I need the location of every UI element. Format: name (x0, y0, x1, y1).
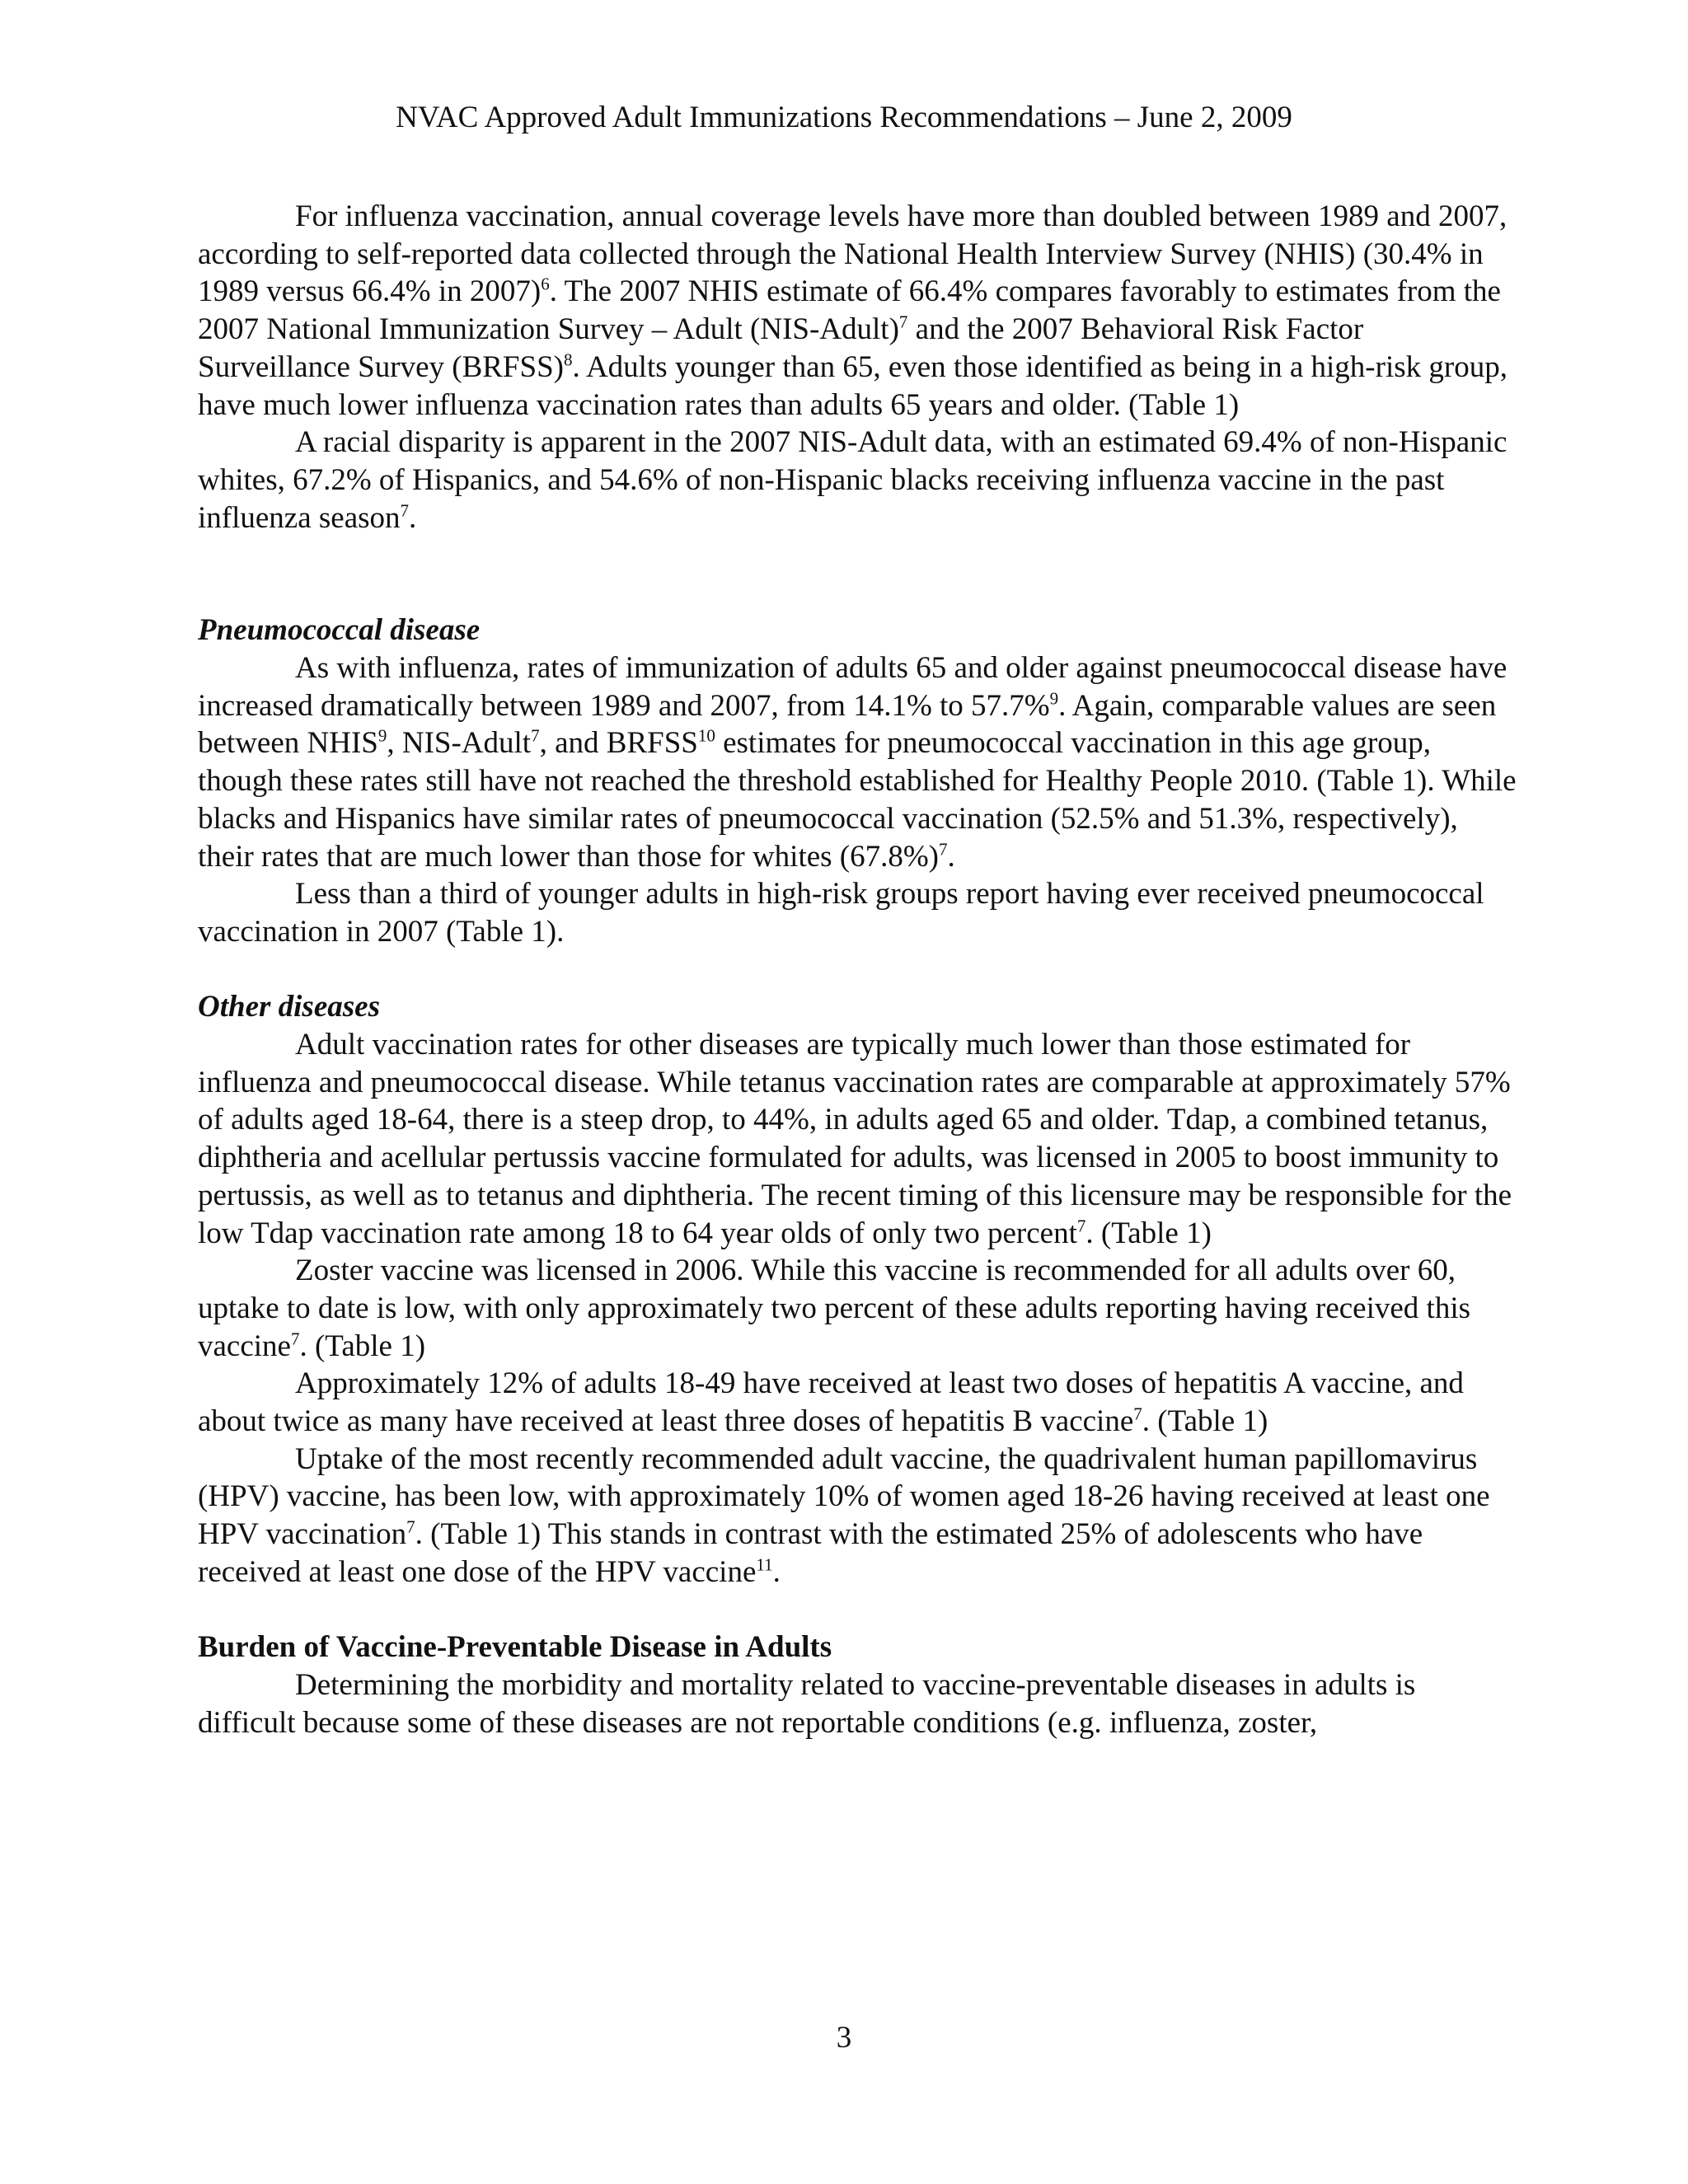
reference-marker: 7 (1133, 1404, 1142, 1424)
reference-marker: 9 (377, 726, 387, 747)
pneumococcal-paragraph-2: Less than a third of younger adults in high-risk groups report having ever received pneumococcal vaccination in 2007 (Table 1). (198, 877, 1484, 949)
pneumococcal-paragraph-1: As with influenza, rates of immunization of adults 65 and older against pneumococcal disease have increased dramatically between 1989 and 2007, from 14.1% to 57.7%$^9$. Again, comparable values are seen between NHIS$^9$, NIS-Adult$^7$, and BRFSS$^{10}$ estimates for pneumococcal vaccination in this age group, though these rates still have not reached the threshold established for Healthy People 2010. (Table 1). While blacks and Hispanics have similar rates of pneumococcal vaccination (52.5% and 51.3%, respectively), their rates that are much lower than those for whites $(67.8\%)^7$. (198, 651, 1517, 874)
other-paragraph-4: Uptake of the most recently recommended adult vaccine, the quadrivalent human papillomavirus (HPV) vaccine, has been low, with approximately 10% of women aged 18-26 having received at least one HPV vaccination$^7$. (Table 1) This stands in contrast with the estimated 25% of adolescents who have received at least one dose of the HPV vaccine$^{11}$. (198, 1441, 1490, 1589)
other-paragraph-3: Approximately 12% of adults 18-49 have received at least two doses of hepatitis A vaccine, and about twice as many have received at least three doses of hepatitis B vaccine$^7$. (Table 1) (198, 1366, 1464, 1439)
reference-marker: 7 (400, 500, 410, 521)
burden-paragraph-1: Determining the morbidity and mortality related to vaccine-preventable diseases in adults is difficult because some of these diseases are not reportable conditions (e.g. influenza, zoster, (198, 1667, 1416, 1740)
reference-marker: 10 (697, 726, 715, 747)
influenza-paragraph-1: For influenza vaccination, annual coverage levels have more than doubled between 1989 and 2007, according to self-reported data collected through the National Health Interview Survey (NHIS) (30.4% in 1989 versus 66.4% in 2007)$^6$. The 2007 NHIS estimate of 66.4% compares favorably to estimates from the 2007 National Immunization Survey – Adult (NIS-Adult)$^7$ and the 2007 Behavioral Risk Factor Surveillance Survey (BRFSS)$^8$. Adults younger than 65, even those identified as being in a high-risk group, have much lower influenza vaccination rates than adults 65 years and older. (Table 1) (198, 199, 1507, 422)
reference-marker: 7 (898, 312, 908, 332)
reference-marker: 8 (563, 349, 573, 370)
other-diseases-heading: Other diseases (198, 990, 380, 1024)
reference-marker: 7 (406, 1516, 415, 1537)
reference-marker: 9 (1049, 688, 1059, 709)
reference-marker: 7 (1076, 1216, 1086, 1236)
page-header: NVAC Approved Adult Immunizations Recommendations – June 2, 2009 (396, 101, 1292, 134)
reference-marker: 7 (290, 1329, 300, 1349)
reference-marker: 7 (531, 726, 540, 747)
other-paragraph-2: Zoster vaccine was licensed in 2006. While this vaccine is recommended for all adults over 60, uptake to date is low, with only approximately two percent of these adults reporting having received this vaccine$^7$. (Table 1) (198, 1254, 1470, 1363)
page-number: 3 (836, 2021, 852, 2055)
burden-heading: Burden of Vaccine-Preventable Disease in Adults (198, 1630, 832, 1665)
other-paragraph-1: Adult vaccination rates for other diseases are typically much lower than those estimated for influenza and pneumococcal disease. While tetanus vaccination rates are comparable at approximately 57% of adults aged 18-64, there is a steep drop, to 44%, in adults aged 65 and older. Tdap, a combined tetanus, diphtheria and acellular pertussis vaccine formulated for adults, was licensed in 2005 to boost immunity to pertussis, as well as to tetanus and diphtheria. The recent timing of this licensure may be responsible for the low Tdap vaccination rate among 18 to 64 year olds of only two percent$^7$. (Table 1) (198, 1028, 1512, 1250)
reference-marker: 7 (939, 839, 948, 860)
influenza-paragraph-2: A racial disparity is apparent in the 2007 NIS-Adult data, with an estimated 69.4% of non-Hispanic whites, 67.2% of Hispanics, and 54.6% of non-Hispanic blacks receiving influenza vaccine in the past influenza season$^7$. (198, 425, 1507, 535)
reference-marker: 6 (541, 274, 550, 295)
pneumococcal-heading: Pneumococcal disease (198, 613, 481, 648)
document-body (198, 198, 1517, 1741)
reference-marker: 11 (756, 1554, 773, 1575)
